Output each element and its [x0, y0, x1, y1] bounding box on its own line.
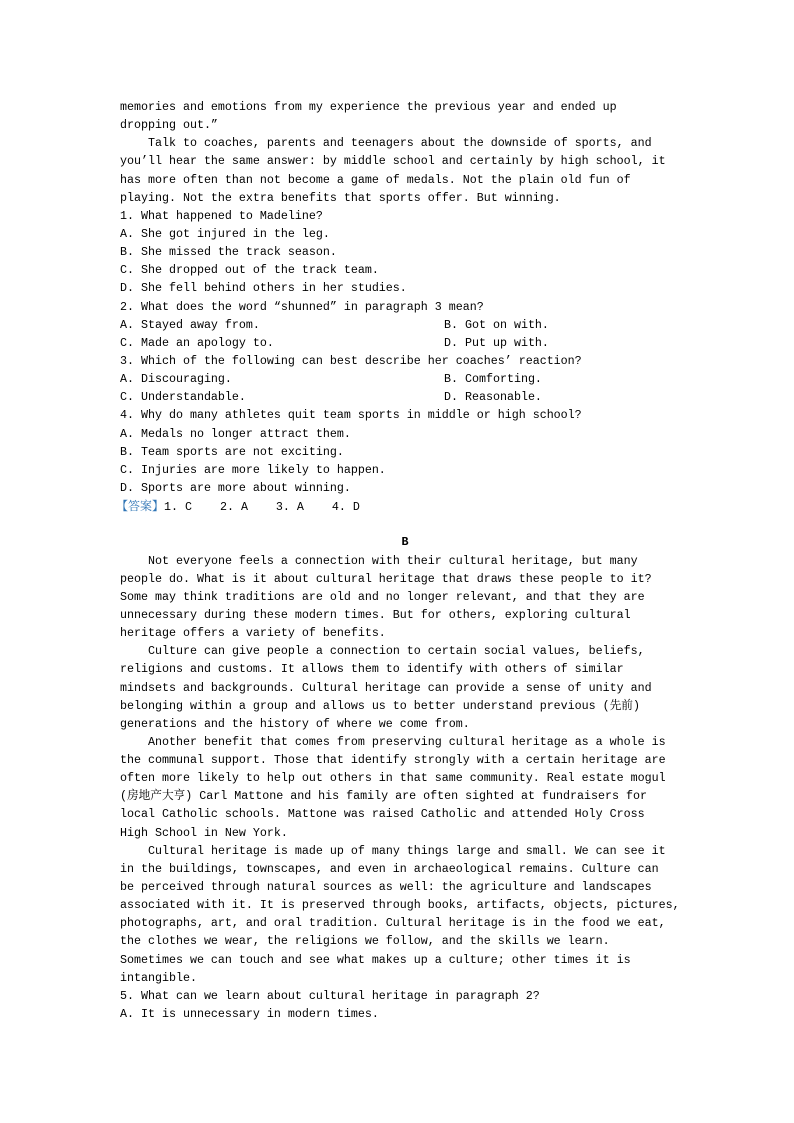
- option-right-column: B. Got on with.: [444, 317, 549, 332]
- option-line: [120, 388, 690, 406]
- option-line: [120, 370, 690, 388]
- line-text: Cultural heritage is made up of many things large and small. We can see it: [148, 843, 666, 858]
- option-line: [120, 443, 690, 461]
- line-text: intangible.: [120, 970, 197, 985]
- line-text: people do. What is it about cultural heritage that draws these people to it?: [120, 571, 652, 586]
- text-line: [120, 805, 690, 823]
- line-text: A. It is unnecessary in modern times.: [120, 1007, 379, 1022]
- option-right-column: B. Comforting.: [444, 372, 542, 387]
- text-line: [120, 896, 690, 914]
- option-line: [120, 479, 690, 497]
- text-line: [120, 932, 690, 950]
- text-line: [120, 697, 690, 715]
- text-line: [120, 116, 690, 134]
- line-text: playing. Not the extra benefits that sports offer. But winning.: [120, 190, 561, 205]
- option-right-column: D. Reasonable.: [444, 390, 542, 405]
- line-text: 1. What happened to Madeline?: [120, 208, 323, 223]
- answer-text: 1. C 2. A 3. A 4. D: [164, 500, 360, 515]
- line-text: High School in New York.: [120, 825, 288, 840]
- text-line: [120, 98, 690, 116]
- line-text: C. She dropped out of the track team.: [120, 263, 379, 278]
- text-line: [120, 769, 690, 787]
- line-text: dropping out.”: [120, 118, 218, 133]
- line-text: associated with it. It is preserved through books, artifacts, objects, pictures,: [120, 898, 680, 913]
- line-text: mindsets and backgrounds. Cultural heritage can provide a sense of unity and: [120, 680, 652, 695]
- text-line: [120, 642, 690, 660]
- line-text: B. She missed the track season.: [120, 245, 337, 260]
- line-text: you’ll hear the same answer: by middle school and certainly by high school, it: [120, 154, 666, 169]
- text-line: [120, 606, 690, 624]
- line-text: B. Team sports are not exciting.: [120, 444, 344, 459]
- text-line: [120, 134, 690, 152]
- line-text: has more often than not become a game of medals. Not the plain old fun of: [120, 172, 631, 187]
- question-line: [120, 406, 690, 424]
- section-b-passage: [120, 552, 690, 1024]
- text-line: [120, 951, 690, 969]
- option-line: [120, 334, 690, 352]
- text-line: [120, 751, 690, 769]
- answer-label: 【答案】: [116, 499, 165, 514]
- line-text: A. Medals no longer attract them.: [120, 426, 351, 441]
- line-text: local Catholic schools. Mattone was raised Catholic and attended Holy Cross: [120, 807, 645, 822]
- option-line: [120, 243, 690, 261]
- option-line: [120, 1005, 690, 1023]
- text-line: [120, 824, 690, 842]
- section-a-passage-and-questions: [120, 98, 690, 497]
- section-b-heading: B: [401, 535, 409, 550]
- question-line: [120, 352, 690, 370]
- text-line: [120, 660, 690, 678]
- line-text: 4. Why do many athletes quit team sports in middle or high school?: [120, 408, 582, 423]
- text-line: [120, 552, 690, 570]
- line-text: (房地产大亨) Carl Mattone and his family are often sighted at fundraisers for: [120, 789, 647, 804]
- line-text: often more likely to help out others in that same community. Real estate mogul: [120, 771, 666, 786]
- option-line: [120, 225, 690, 243]
- line-text: Talk to coaches, parents and teenagers about the downside of sports, and: [148, 136, 652, 151]
- text-line: [120, 733, 690, 751]
- line-text: in the buildings, townscapes, and even in archaeological remains. Culture can: [120, 861, 659, 876]
- question-line: [120, 207, 690, 225]
- line-text: A. Stayed away from.: [120, 317, 260, 332]
- text-line: [120, 860, 690, 878]
- text-line: [120, 679, 690, 697]
- line-text: be perceived through natural sources as well: the agriculture and landscapes: [120, 880, 652, 895]
- option-line: [120, 261, 690, 279]
- option-line: [120, 461, 690, 479]
- text-line: [120, 842, 690, 860]
- line-text: unnecessary during these modern times. But for others, exploring cultural: [120, 607, 631, 622]
- text-line: [120, 878, 690, 896]
- line-text: Culture can give people a connection to certain social values, beliefs,: [148, 644, 645, 659]
- text-line: [120, 152, 690, 170]
- option-right-column: D. Put up with.: [444, 335, 549, 350]
- line-text: A. Discouraging.: [120, 372, 232, 387]
- line-text: D. Sports are more about winning.: [120, 480, 351, 495]
- text-line: [120, 189, 690, 207]
- blank-line: [120, 515, 690, 533]
- line-text: religions and customs. It allows them to identify with others of similar: [120, 662, 624, 677]
- document-page: [116, 98, 690, 1023]
- line-text: heritage offers a variety of benefits.: [120, 626, 386, 641]
- text-line: [120, 969, 690, 987]
- line-text: generations and the history of where we come from.: [120, 716, 470, 731]
- answer-key: [116, 497, 690, 515]
- text-line: [120, 171, 690, 189]
- line-text: belonging within a group and allows us to better understand previous (先前): [120, 698, 640, 713]
- line-text: 5. What can we learn about cultural heritage in paragraph 2?: [120, 988, 540, 1003]
- line-text: A. She got injured in the leg.: [120, 226, 330, 241]
- text-line: [120, 914, 690, 932]
- line-text: C. Injuries are more likely to happen.: [120, 462, 386, 477]
- text-line: [120, 588, 690, 606]
- question-line: [120, 298, 690, 316]
- line-text: memories and emotions from my experience the previous year and ended up: [120, 100, 617, 114]
- text-line: [120, 624, 690, 642]
- line-text: 3. Which of the following can best describe her coaches’ reaction?: [120, 353, 582, 368]
- line-text: Not everyone feels a connection with their cultural heritage, but many: [148, 553, 638, 568]
- option-line: [120, 316, 690, 334]
- line-text: Some may think traditions are old and no longer relevant, and that they are: [120, 589, 645, 604]
- option-line: [120, 425, 690, 443]
- line-text: Sometimes we can touch and see what makes up a culture; other times it is: [120, 952, 631, 967]
- option-line: [120, 279, 690, 297]
- question-line: [120, 987, 690, 1005]
- line-text: Another benefit that comes from preserving cultural heritage as a whole is: [148, 734, 666, 749]
- line-text: photographs, art, and oral tradition. Cultural heritage is in the food we eat,: [120, 916, 666, 931]
- text-line: [120, 570, 690, 588]
- line-text: the communal support. Those that identify strongly with a certain heritage are: [120, 753, 666, 768]
- line-text: C. Understandable.: [120, 390, 246, 405]
- line-text: C. Made an apology to.: [120, 335, 274, 350]
- text-line: [120, 787, 690, 805]
- line-text: D. She fell behind others in her studies.: [120, 281, 407, 296]
- line-text: 2. What does the word “shunned” in paragraph 3 mean?: [120, 299, 484, 314]
- text-line: [120, 715, 690, 733]
- line-text: the clothes we wear, the religions we follow, and the skills we learn.: [120, 934, 610, 949]
